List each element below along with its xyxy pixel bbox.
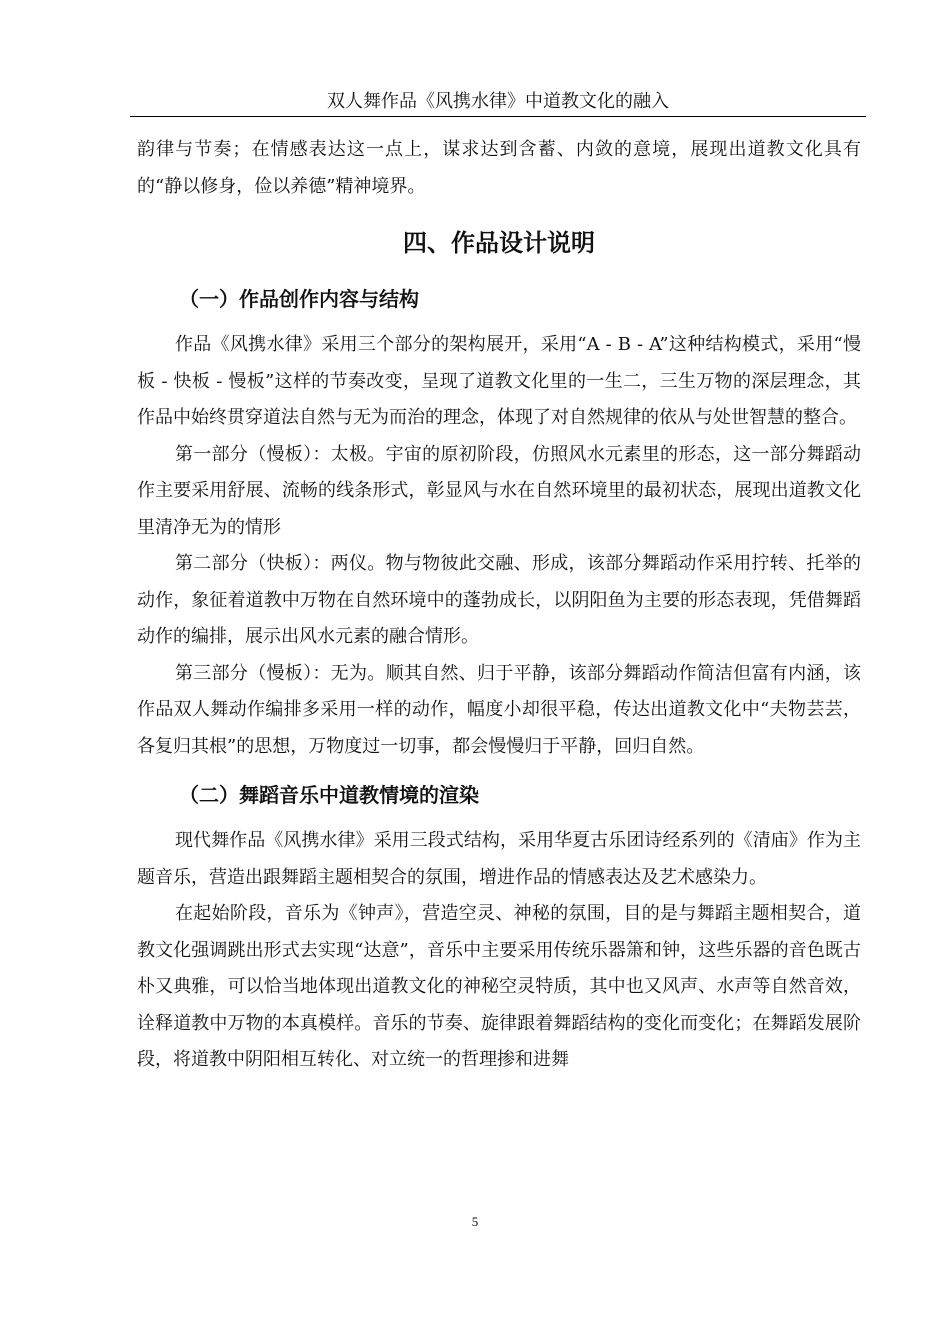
body-paragraph: 现代舞作品《风携水律》采用三段式结构，采用华夏古乐团诗经系列的《清庙》作为主题音乐，营造出跟舞蹈主题相契合的氛围，增进作品的情感表达及艺术感染力。 [137, 830, 861, 888]
section-heading: 四、作品设计说明 [403, 229, 595, 257]
body-paragraph: 在起始阶段，音乐为《钟声》，营造空灵、神秘的氛围，目的是与舞蹈主题相契合，道教文化强调跳出形式去实现“达意”，音乐中主要采用传统乐器箫和钟，这些乐器的音色既古朴又典雅，可以恰当地体现出道教文化的神秘空灵特质，其中也又风声、水声等自然音效，诠释道教中万物的本真模样。音乐的节奏、旋律跟着舞蹈结构的变化而变化；在舞蹈发展阶段，将道教中阴阳相互转化、对立统一的哲理掺和进舞 [137, 903, 861, 1070]
page-number: 5 [471, 1214, 479, 1229]
body-paragraph: 第三部分（慢板）：无为。顺其自然、归于平静，该部分舞蹈动作简洁但富有内涵，该作品双人舞动作编排多采用一样的动作，幅度小却很平稳，传达出道教文化中“夫物芸芸，各复归其根”的思想，万物度过一切事，都会慢慢归于平静，回归自然。 [137, 662, 861, 757]
intro-paragraph: 韵律与节奏；在情感表达这一点上，谋求达到含蓄、内敛的意境，展现出道教文化具有的“静以修身，俭以养德”精神境界。 [137, 139, 861, 197]
body-paragraph: 作品《风携水律》采用三个部分的架构展开，采用“A - B - A”这种结构模式，采用“慢板 - 快板 - 慢板”这样的节奏改变，呈现了道教文化里的一生二，三生万物的深层理念，其作品中始终贯穿道法自然与无为而治的理念，体现了对自然规律的依从与处世智慧的整合。 [137, 334, 861, 428]
body-paragraph: 第二部分（快板）：两仪。物与物彼此交融、形成，该部分舞蹈动作采用拧转、托举的动作，象征着道教中万物在自然环境中的蓬勃成长，以阴阳鱼为主要的形态表现，凭借舞蹈动作的编排，展示出风水元素的融合情形。 [137, 553, 861, 647]
subsection-heading-1: （一）作品创作内容与结构 [179, 287, 419, 311]
subsection-heading-2: （二）舞蹈音乐中道教情境的渲染 [179, 783, 479, 807]
page-body [137, 132, 861, 1079]
running-header: 双人舞作品《风携水律》中道教文化的融入 [327, 91, 669, 112]
body-paragraph: 第一部分（慢板）：太极。宇宙的原初阶段，仿照风水元素里的形态，这一部分舞蹈动作主要采用舒展、流畅的线条形式，彰显风与水在自然环境里的最初状态，展现出道教文化里清净无为的情形 [137, 443, 861, 538]
header-divider [130, 116, 866, 117]
